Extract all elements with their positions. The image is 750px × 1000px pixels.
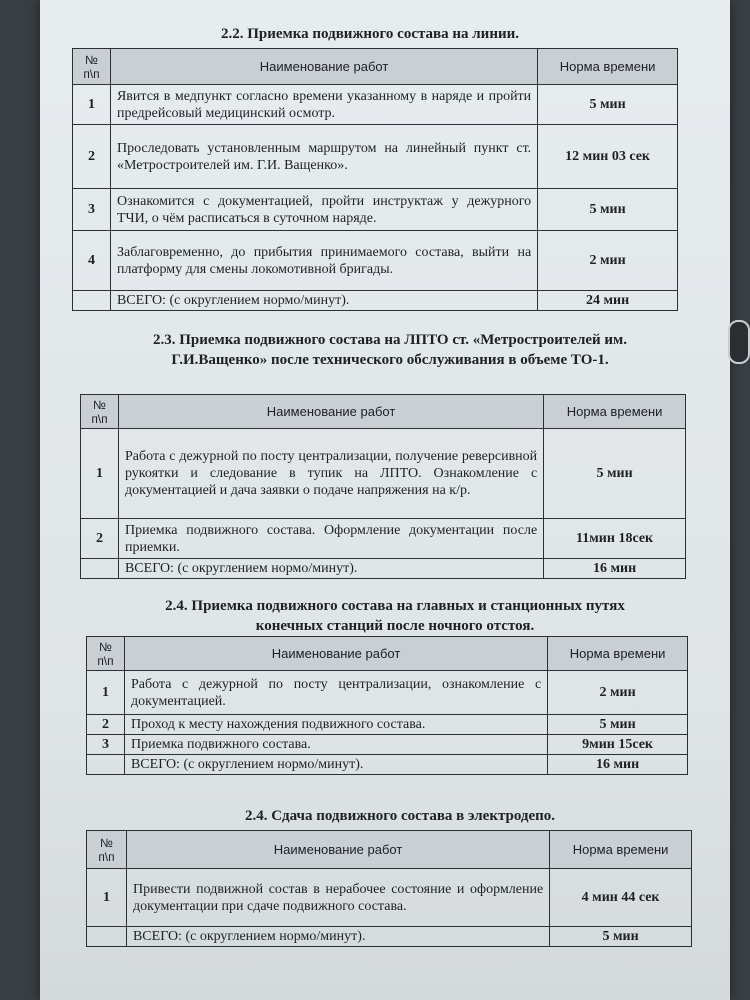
- header-num: № п\п: [87, 831, 127, 869]
- total-row: [87, 927, 692, 947]
- row-work: Приемка подвижного состава. Оформление документации после приемки.: [118, 519, 543, 559]
- header-norm: Норма времени: [538, 49, 678, 85]
- section-title: 2.4. Приемка подвижного состава на главных и станционных путях конечных станций после ночного отстоя.: [165, 598, 625, 634]
- row-work: Работа с дежурной по посту централизации, ознакомление с документацией.: [124, 671, 547, 715]
- row-num: 3: [73, 189, 111, 231]
- header-work: Наименование работ: [124, 637, 547, 671]
- table-row: [87, 715, 688, 735]
- row-work: Заблаговременно, до прибытия принимаемого состава, выйти на платформу для смены локомотивной бригады.: [110, 231, 537, 291]
- table-row: [81, 519, 686, 559]
- total-empty: [81, 559, 119, 579]
- row-norm: 5 мин: [544, 429, 686, 519]
- row-num: 1: [73, 85, 111, 125]
- table-row: [87, 671, 688, 715]
- table-2-2: [72, 48, 678, 311]
- total-row: [73, 291, 678, 311]
- section-title: 2.2. Приемка подвижного состава на линии.: [220, 26, 520, 42]
- row-work: Ознакомится с документацией, пройти инструктаж у дежурного ТЧИ, о чём расписаться в суточном наряде.: [110, 189, 537, 231]
- row-num: 3: [87, 735, 125, 755]
- table-row: [87, 869, 692, 927]
- row-work: Проход к месту нахождения подвижного состава.: [124, 715, 547, 735]
- total-row: [87, 755, 688, 775]
- header-num: № п\п: [73, 49, 111, 85]
- total-norm: 5 мин: [550, 927, 692, 947]
- total-empty: [87, 755, 125, 775]
- table-2-4a: [86, 636, 688, 775]
- total-norm: 16 мин: [548, 755, 688, 775]
- row-num: 2: [81, 519, 119, 559]
- row-work: Приемка подвижного состава.: [124, 735, 547, 755]
- table-header-row: [87, 637, 688, 671]
- row-norm: 4 мин 44 сек: [550, 869, 692, 927]
- table-header-row: [87, 831, 692, 869]
- row-norm: 9мин 15сек: [548, 735, 688, 755]
- table-row: [87, 735, 688, 755]
- section-title: 2.3. Приемка подвижного состава на ЛПТО ст. «Метростроителей им. Г.И.Ващенко» после технического обслуживания в объеме ТО-1.: [152, 332, 628, 368]
- row-norm: 11мин 18сек: [544, 519, 686, 559]
- binder-hole: [728, 320, 750, 364]
- header-work: Наименование работ: [126, 831, 549, 869]
- row-num: 1: [87, 869, 127, 927]
- row-norm: 2 мин: [538, 231, 678, 291]
- row-num: 2: [87, 715, 125, 735]
- row-norm: 2 мин: [548, 671, 688, 715]
- row-norm: 12 мин 03 сек: [538, 125, 678, 189]
- row-num: 1: [87, 671, 125, 715]
- table-2-4b: [86, 830, 692, 947]
- row-norm: 5 мин: [538, 85, 678, 125]
- row-norm: 5 мин: [538, 189, 678, 231]
- row-num: 4: [73, 231, 111, 291]
- table-row: [73, 189, 678, 231]
- table-row: [73, 85, 678, 125]
- row-num: 1: [81, 429, 119, 519]
- table-2-3: [80, 394, 686, 579]
- row-work: Привести подвижной состав в нерабочее состояние и оформление документации при сдаче подвижного состава.: [126, 869, 549, 927]
- total-label: ВСЕГО: (с округлением нормо/минут).: [124, 755, 547, 775]
- total-empty: [73, 291, 111, 311]
- total-row: [81, 559, 686, 579]
- header-num: № п\п: [81, 395, 119, 429]
- table-row: [81, 429, 686, 519]
- table-header-row: [81, 395, 686, 429]
- row-work: Явится в медпункт согласно времени указанному в наряде и пройти предрейсовый медицинский осмотр.: [110, 85, 537, 125]
- row-work: Проследовать установленным маршрутом на линейный пункт ст. «Метростроителей им. Г.И. Ващенко».: [110, 125, 537, 189]
- header-num: № п\п: [87, 637, 125, 671]
- table-row: [73, 125, 678, 189]
- table-row: [73, 231, 678, 291]
- header-norm: Норма времени: [550, 831, 692, 869]
- row-work: Работа с дежурной по посту централизации, получение реверсивной рукоятки и следование в тупик на ЛПТО. Ознакомление с документацией и дача заявки о подаче напряжения на к/р.: [118, 429, 543, 519]
- header-work: Наименование работ: [118, 395, 543, 429]
- total-label: ВСЕГО: (с округлением нормо/минут).: [118, 559, 543, 579]
- total-label: ВСЕГО: (с округлением нормо/минут).: [126, 927, 549, 947]
- section-title: 2.4. Сдача подвижного состава в электродепо.: [244, 808, 556, 824]
- total-norm: 16 мин: [544, 559, 686, 579]
- header-norm: Норма времени: [548, 637, 688, 671]
- table-header-row: [73, 49, 678, 85]
- row-num: 2: [73, 125, 111, 189]
- header-norm: Норма времени: [544, 395, 686, 429]
- total-label: ВСЕГО: (с округлением нормо/минут).: [110, 291, 537, 311]
- total-norm: 24 мин: [538, 291, 678, 311]
- header-work: Наименование работ: [110, 49, 537, 85]
- total-empty: [87, 927, 127, 947]
- row-norm: 5 мин: [548, 715, 688, 735]
